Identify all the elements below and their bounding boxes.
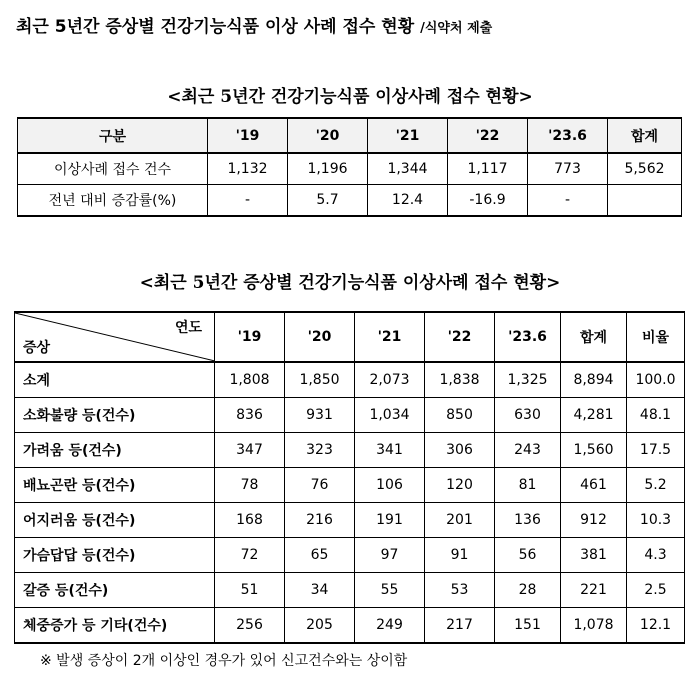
symptom-label: 체중증가 등 기타(건수) <box>15 608 215 644</box>
table-cell: 850 <box>425 398 495 433</box>
table-cell: 191 <box>355 503 425 538</box>
table-cell: 931 <box>285 398 355 433</box>
table-cell: 341 <box>355 433 425 468</box>
table-cell: 97 <box>355 538 425 573</box>
table1-header-cell: '22 <box>448 118 528 153</box>
table2-header-cell: '20 <box>285 312 355 362</box>
table-cell: 5.2 <box>627 468 685 503</box>
table-cell: 256 <box>215 608 285 644</box>
table1-header-cell: '21 <box>368 118 448 153</box>
table-cell: 91 <box>425 538 495 573</box>
table-cell: 12.1 <box>627 608 685 644</box>
headline-source: /식약처 제출 <box>420 21 493 36</box>
symptom-label: 갈증 등(건수) <box>15 573 215 608</box>
table-cell: 65 <box>285 538 355 573</box>
table-row <box>15 608 685 644</box>
corner-symptom-label: 증상 <box>23 340 51 356</box>
table-cell: 76 <box>285 468 355 503</box>
table1-header-cell: '23.6 <box>528 118 608 153</box>
table-cell: 120 <box>425 468 495 503</box>
table-row <box>15 398 685 433</box>
table-cell: 323 <box>285 433 355 468</box>
table-cell: 630 <box>495 398 561 433</box>
table-row <box>18 153 682 185</box>
table2-corner-cell <box>15 312 215 362</box>
table-cell: 2.5 <box>627 573 685 608</box>
table-cell: 81 <box>495 468 561 503</box>
table-row <box>15 468 685 503</box>
headline-title: 최근 5년간 증상별 건강기능식품 이상 사례 접수 현황 <box>16 17 415 37</box>
table2-header-cell: '19 <box>215 312 285 362</box>
table2-header-cell: 비율 <box>627 312 685 362</box>
table-row <box>15 503 685 538</box>
table-cell: -16.9 <box>448 185 528 217</box>
symptom-label: 배뇨곤란 등(건수) <box>15 468 215 503</box>
page-headline <box>16 12 492 37</box>
table-cell: 1,560 <box>561 433 627 468</box>
table-cell: 4,281 <box>561 398 627 433</box>
table-cell <box>608 185 682 217</box>
table-cell: 1,132 <box>208 153 288 185</box>
table-cell: 912 <box>561 503 627 538</box>
table-cell: 51 <box>215 573 285 608</box>
table-cell: 381 <box>561 538 627 573</box>
table-cell: 78 <box>215 468 285 503</box>
table1-title: <최근 5년간 건강기능식품 이상사례 접수 현황> <box>167 87 533 107</box>
table-cell: 10.3 <box>627 503 685 538</box>
table-cell: 1,808 <box>215 362 285 398</box>
table-cell: 1,344 <box>368 153 448 185</box>
table-cell: 전년 대비 증감률(%) <box>18 185 208 217</box>
footnote: ※ 발생 증상이 2개 이상인 경우가 있어 신고건수와는 상이함 <box>40 653 408 669</box>
table-cell: 53 <box>425 573 495 608</box>
table-row <box>15 433 685 468</box>
table-cell: 55 <box>355 573 425 608</box>
table-cell: 168 <box>215 503 285 538</box>
table-cell: 306 <box>425 433 495 468</box>
table2-header-cell: '21 <box>355 312 425 362</box>
table-cell: 217 <box>425 608 495 644</box>
table-cell: 100.0 <box>627 362 685 398</box>
table-cell: 216 <box>285 503 355 538</box>
table-cell: 136 <box>495 503 561 538</box>
table-cell: 34 <box>285 573 355 608</box>
table-row <box>15 573 685 608</box>
table-cell: 이상사례 접수 건수 <box>18 153 208 185</box>
table-cell: 221 <box>561 573 627 608</box>
table-cell: 28 <box>495 573 561 608</box>
table-cell: 5.7 <box>288 185 368 217</box>
table-cell: 1,838 <box>425 362 495 398</box>
table-cell: 836 <box>215 398 285 433</box>
table-cell: 1,117 <box>448 153 528 185</box>
table-cell: 205 <box>285 608 355 644</box>
table-cell: 12.4 <box>368 185 448 217</box>
symptom-label: 가슴답답 등(건수) <box>15 538 215 573</box>
table1-header-cell: 구분 <box>18 118 208 153</box>
table-row <box>15 538 685 573</box>
table2-header-row <box>15 312 685 362</box>
symptom-label: 가려움 등(건수) <box>15 433 215 468</box>
symptom-label: 소계 <box>15 362 215 398</box>
table-cell: 1,850 <box>285 362 355 398</box>
table-cell: 4.3 <box>627 538 685 573</box>
table-cell: 1,034 <box>355 398 425 433</box>
table2-header-cell: '23.6 <box>495 312 561 362</box>
table-cell: 1,078 <box>561 608 627 644</box>
table2-title: <최근 5년간 증상별 건강기능식품 이상사례 접수 현황> <box>139 273 561 293</box>
table-cell: 5,562 <box>608 153 682 185</box>
table-cell: 201 <box>425 503 495 538</box>
table2-header-cell: '22 <box>425 312 495 362</box>
table-cell: 347 <box>215 433 285 468</box>
annual-report-table <box>17 117 682 217</box>
corner-year-label: 연도 <box>174 320 202 336</box>
table-cell: - <box>208 185 288 217</box>
table-cell: 151 <box>495 608 561 644</box>
table-cell: 48.1 <box>627 398 685 433</box>
table2-header-cell: 합계 <box>561 312 627 362</box>
table1-header-cell: '20 <box>288 118 368 153</box>
table-cell: 8,894 <box>561 362 627 398</box>
table-cell: 2,073 <box>355 362 425 398</box>
symptom-report-table <box>14 311 685 644</box>
symptom-label: 소화불량 등(건수) <box>15 398 215 433</box>
table-row <box>15 362 685 398</box>
table-cell: 461 <box>561 468 627 503</box>
table1-header-row <box>18 118 682 153</box>
table-cell: 17.5 <box>627 433 685 468</box>
table-cell: 249 <box>355 608 425 644</box>
table-cell: - <box>528 185 608 217</box>
table-cell: 1,325 <box>495 362 561 398</box>
table-cell: 72 <box>215 538 285 573</box>
table-cell: 773 <box>528 153 608 185</box>
symptom-label: 어지러움 등(건수) <box>15 503 215 538</box>
table-cell: 243 <box>495 433 561 468</box>
table-cell: 1,196 <box>288 153 368 185</box>
table1-header-cell: '19 <box>208 118 288 153</box>
table1-header-cell: 합계 <box>608 118 682 153</box>
table-cell: 106 <box>355 468 425 503</box>
table-row <box>18 185 682 217</box>
table-cell: 56 <box>495 538 561 573</box>
